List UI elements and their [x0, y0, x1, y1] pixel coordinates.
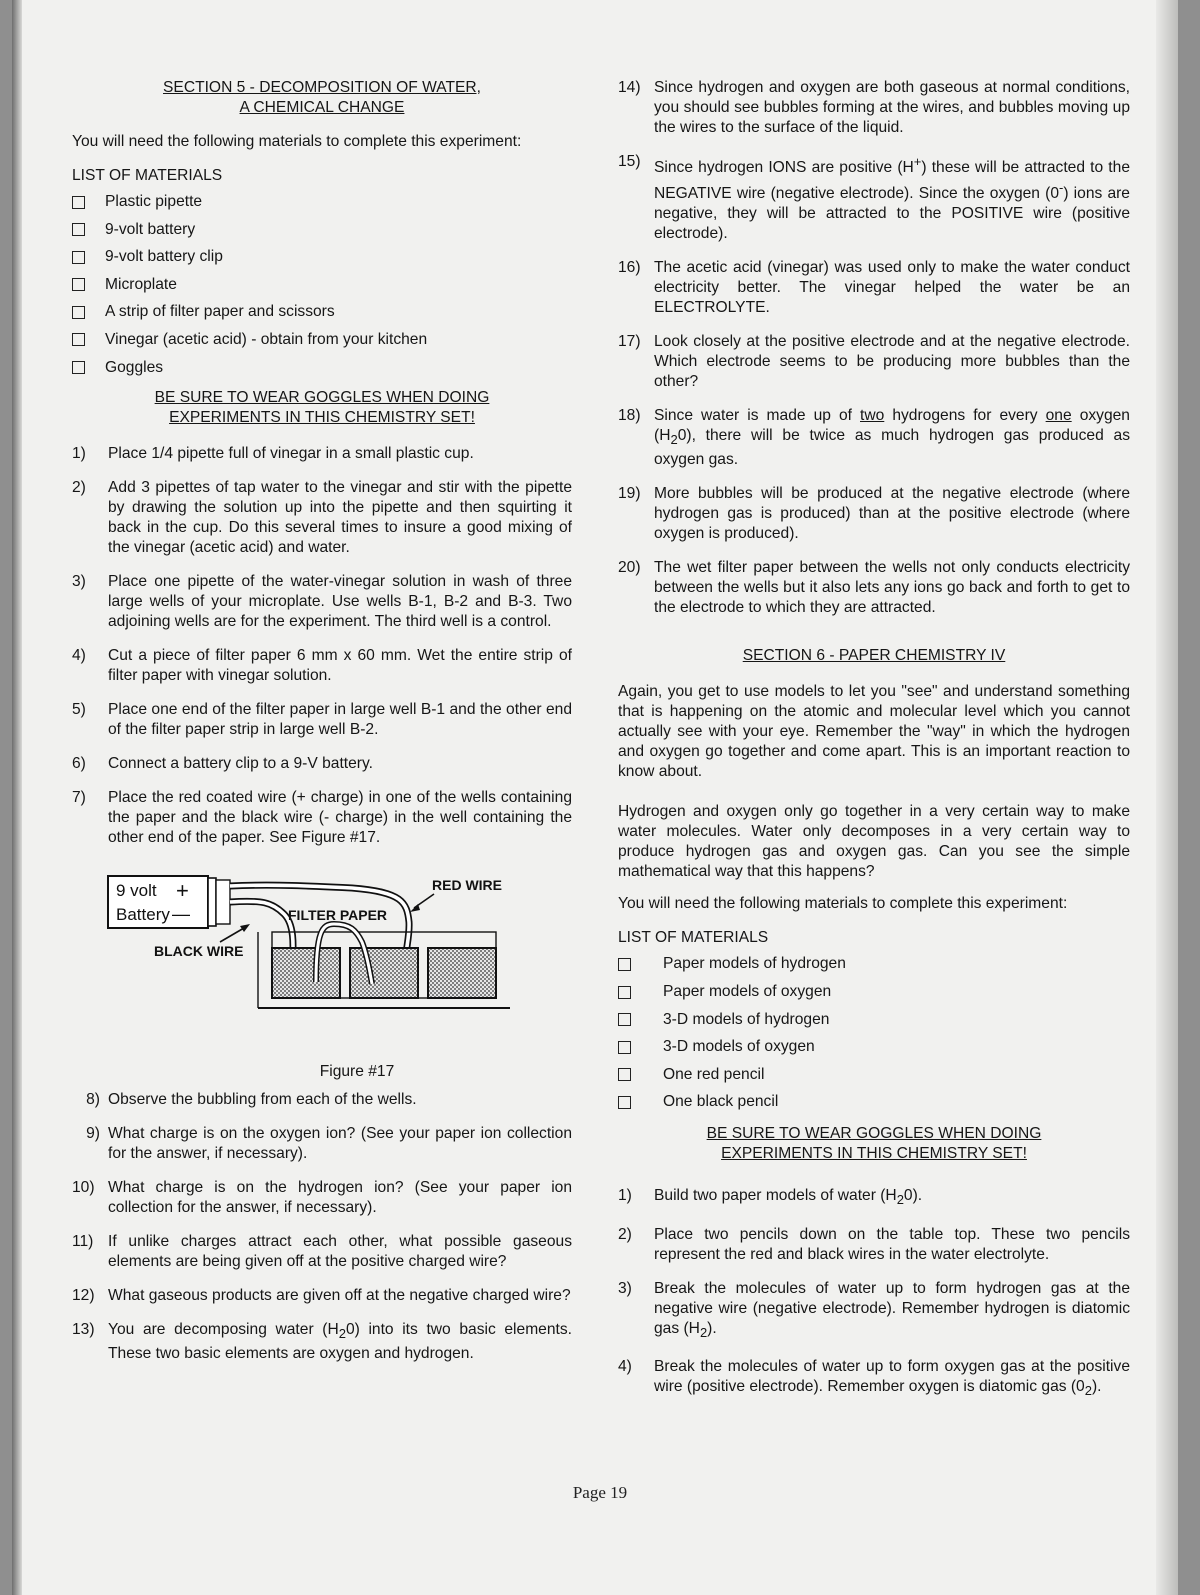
list-item: Vinegar (acetic acid) - obtain from your kitchen: [72, 330, 572, 350]
document-page: [12, 0, 1178, 1595]
goggles-warning: BE SURE TO WEAR GOGGLES WHEN DOING EXPERIMENTS IN THIS CHEMISTRY SET!: [154, 388, 490, 426]
step: 18) Since water is made up of two hydrogens for every one oxygen $(H_20)$, there will be twice as much hydrogen gas produced as oxygen gas.: [618, 407, 1130, 469]
electrolysis-diagram: [72, 862, 572, 1058]
step: 20) The wet filter paper between the wells not only conducts electricity between the wells but it also lets any ions go back and forth to get to the electrode to which they are attracted.: [618, 559, 1130, 617]
section-6-title: SECTION 6 - PAPER CHEMISTRY IV: [742, 647, 1006, 665]
checkbox[interactable]: [72, 306, 85, 319]
step: 14) Since hydrogen and oxygen are both gaseous at normal conditions, you should see bubbles forming at the wires, and bubbles moving up the wires to the surface of the liquid.: [618, 79, 1130, 136]
step: 13) You are decomposing water $(H_20)$ into its two basic elements. These two basic elements are oxygen and hydrogen.: [72, 1320, 572, 1362]
step: 4) Break the molecules of water up to form oxygen gas at the positive wire (positive electrode). Remember oxygen is diatomic gas $(0_2)$.: [618, 1357, 1130, 1398]
battery-label-1: 9 volt: [116, 880, 157, 900]
materials-intro: You will need the following materials to complete this experiment:: [618, 895, 1068, 913]
step: 16) The acetic acid (vinegar) was used only to make the water conduct electricity better. The vinegar helped the water be an ELECTROLYTE.: [618, 259, 1130, 317]
black-wire-label: BLACK WIRE: [154, 942, 244, 959]
step: 2) Place two pencils down on the table top. These two pencils represent the red and black wires in the water electrolyte.: [618, 1225, 1130, 1263]
list-item: 9-volt battery clip: [72, 247, 572, 267]
materials-list: [72, 192, 572, 378]
checkbox[interactable]: [72, 333, 85, 346]
section-5-title: SECTION 5 - DECOMPOSITION OF WATER, A CHEMICAL CHANGE: [163, 79, 481, 116]
step: 10) What charge is on the hydrogen ion? (See your paper ion collection for the answer, if necessary).: [72, 1178, 572, 1216]
step: 19) More bubbles will be produced at the negative electrode (where hydrogen gas is produced) than at the positive electrode (where oxygen is produced).: [618, 485, 1130, 543]
materials-heading: LIST OF MATERIALS: [618, 929, 769, 947]
step: 2) Add 3 pipettes of tap water to the vinegar and stir with the pipette by drawing the solution up into the pipette and then squirting it back in the cup. Do this several times to insure a good mixing of the vinegar (acetic acid) and water.: [72, 478, 572, 556]
page-edge: [1156, 0, 1178, 1595]
materials-heading: LIST OF MATERIALS: [72, 167, 223, 184]
list-item: One red pencil: [618, 1065, 1130, 1085]
checkbox[interactable]: [618, 1096, 631, 1109]
well-b1: [272, 948, 340, 998]
checkbox[interactable]: [72, 251, 85, 264]
left-column: [72, 78, 572, 1378]
materials-list: [618, 954, 1130, 1112]
checkbox[interactable]: [72, 196, 85, 209]
battery-clip: [216, 880, 230, 924]
list-item: 3-D models of hydrogen: [618, 1010, 1130, 1030]
checkbox[interactable]: [618, 958, 631, 971]
step: 3) Break the molecules of water up to form hydrogen gas at the negative wire (negative electrode). Remember hydrogen is diatomic gas $(H_2)$.: [618, 1279, 1130, 1340]
battery-label-2: Battery: [116, 904, 170, 924]
battery-terminal: [208, 878, 216, 926]
step: 17) Look closely at the positive electrode and at the negative electrode. Which electrode seems to be producing more bubbles than the other?: [618, 333, 1130, 391]
checkbox[interactable]: [72, 361, 85, 374]
red-wire-label: RED WIRE: [432, 876, 502, 893]
step: 12) What gaseous products are given off at the negative charged wire?: [72, 1286, 571, 1304]
list-item: Plastic pipette: [72, 192, 572, 212]
step: 3) Place one pipette of the water-vinegar solution in wash of three large wells of your microplate. Use wells B-1, B-2 and B-3. Two adjoining wells are for the experiment. The third well is a control.: [72, 572, 572, 630]
minus-sign: —: [172, 903, 190, 924]
step: 1) Place 1/4 pipette full of vinegar in a small plastic cup.: [72, 444, 474, 462]
list-item: Paper models of oxygen: [618, 982, 1130, 1002]
checkbox[interactable]: [72, 278, 85, 291]
materials-intro: You will need the following materials to complete this experiment:: [72, 133, 522, 150]
black-wire-arrow: [220, 928, 244, 942]
goggles-warning: BE SURE TO WEAR GOGGLES WHEN DOING EXPERIMENTS IN THIS CHEMISTRY SET!: [706, 1125, 1042, 1163]
checkbox[interactable]: [618, 1013, 631, 1026]
checkbox[interactable]: [618, 1068, 631, 1081]
list-item: One black pencil: [618, 1092, 1130, 1112]
step: 5) Place one end of the filter paper in large well B-1 and the other end of the filter paper strip in large well B-2.: [72, 700, 572, 738]
list-item: Microplate: [72, 275, 572, 295]
right-column: [618, 78, 1130, 1415]
figure-caption: Figure #17: [319, 1062, 395, 1080]
binding-shadow: [12, 0, 22, 1595]
filter-paper-label: FILTER PAPER: [288, 906, 388, 923]
well-b2: [350, 948, 418, 998]
step: 15) Since hydrogen IONS are positive (H+) these will be attracted to the NEGATIVE wire (negative electrode). Since the oxygen (0-) ions are negative, they will be attracted to the POSITIVE wire (positive electrode).: [618, 153, 1130, 243]
step: 8) Observe the bubbling from each of the wells.: [86, 1090, 417, 1108]
paragraph: Hydrogen and oxygen only go together in a very certain way to make water molecules. Water only decomposes in a very certain way to produce hydrogen gas and oxygen gas. Can you see the simple mathematical way that this happens?: [618, 803, 1130, 881]
checkbox[interactable]: [72, 223, 85, 236]
page-number: Page 19: [572, 1483, 628, 1502]
step: 9) What charge is on the oxygen ion? (See your paper ion collection for the answer, if necessary).: [86, 1124, 572, 1162]
step: 1) Build two paper models of water $(H_20)$.: [618, 1187, 923, 1208]
checkbox[interactable]: [618, 986, 631, 999]
list-item: Paper models of hydrogen: [618, 954, 1130, 974]
plus-sign: +: [176, 877, 189, 903]
well-b3: [428, 948, 496, 998]
step: 4) Cut a piece of filter paper 6 mm x 60 mm. Wet the entire strip of filter paper with vinegar solution.: [72, 646, 572, 684]
checkbox[interactable]: [618, 1041, 631, 1054]
figure-17: [72, 862, 572, 1058]
paragraph: Again, you get to use models to let you "see" and understand something that is happening on the atomic and molecular level which you cannot actually see with your eye. Remember the "way" in which the hydrogen and oxygen go together and come apart. This is an important reaction to know about.: [618, 683, 1130, 781]
step: 6) Connect a battery clip to a 9-V battery.: [72, 754, 373, 772]
list-item: A strip of filter paper and scissors: [72, 302, 572, 322]
list-item: Goggles: [72, 358, 572, 378]
list-item: 9-volt battery: [72, 220, 572, 240]
step: 7) Place the red coated wire (+ charge) in one of the wells containing the paper and the black wire (- charge) in the well containing the other end of the paper. See Figure #17.: [72, 788, 572, 846]
step: 11) If unlike charges attract each other, what possible gaseous elements are being given off at the positive charged wire?: [72, 1232, 572, 1270]
list-item: 3-D models of oxygen: [618, 1037, 1130, 1057]
